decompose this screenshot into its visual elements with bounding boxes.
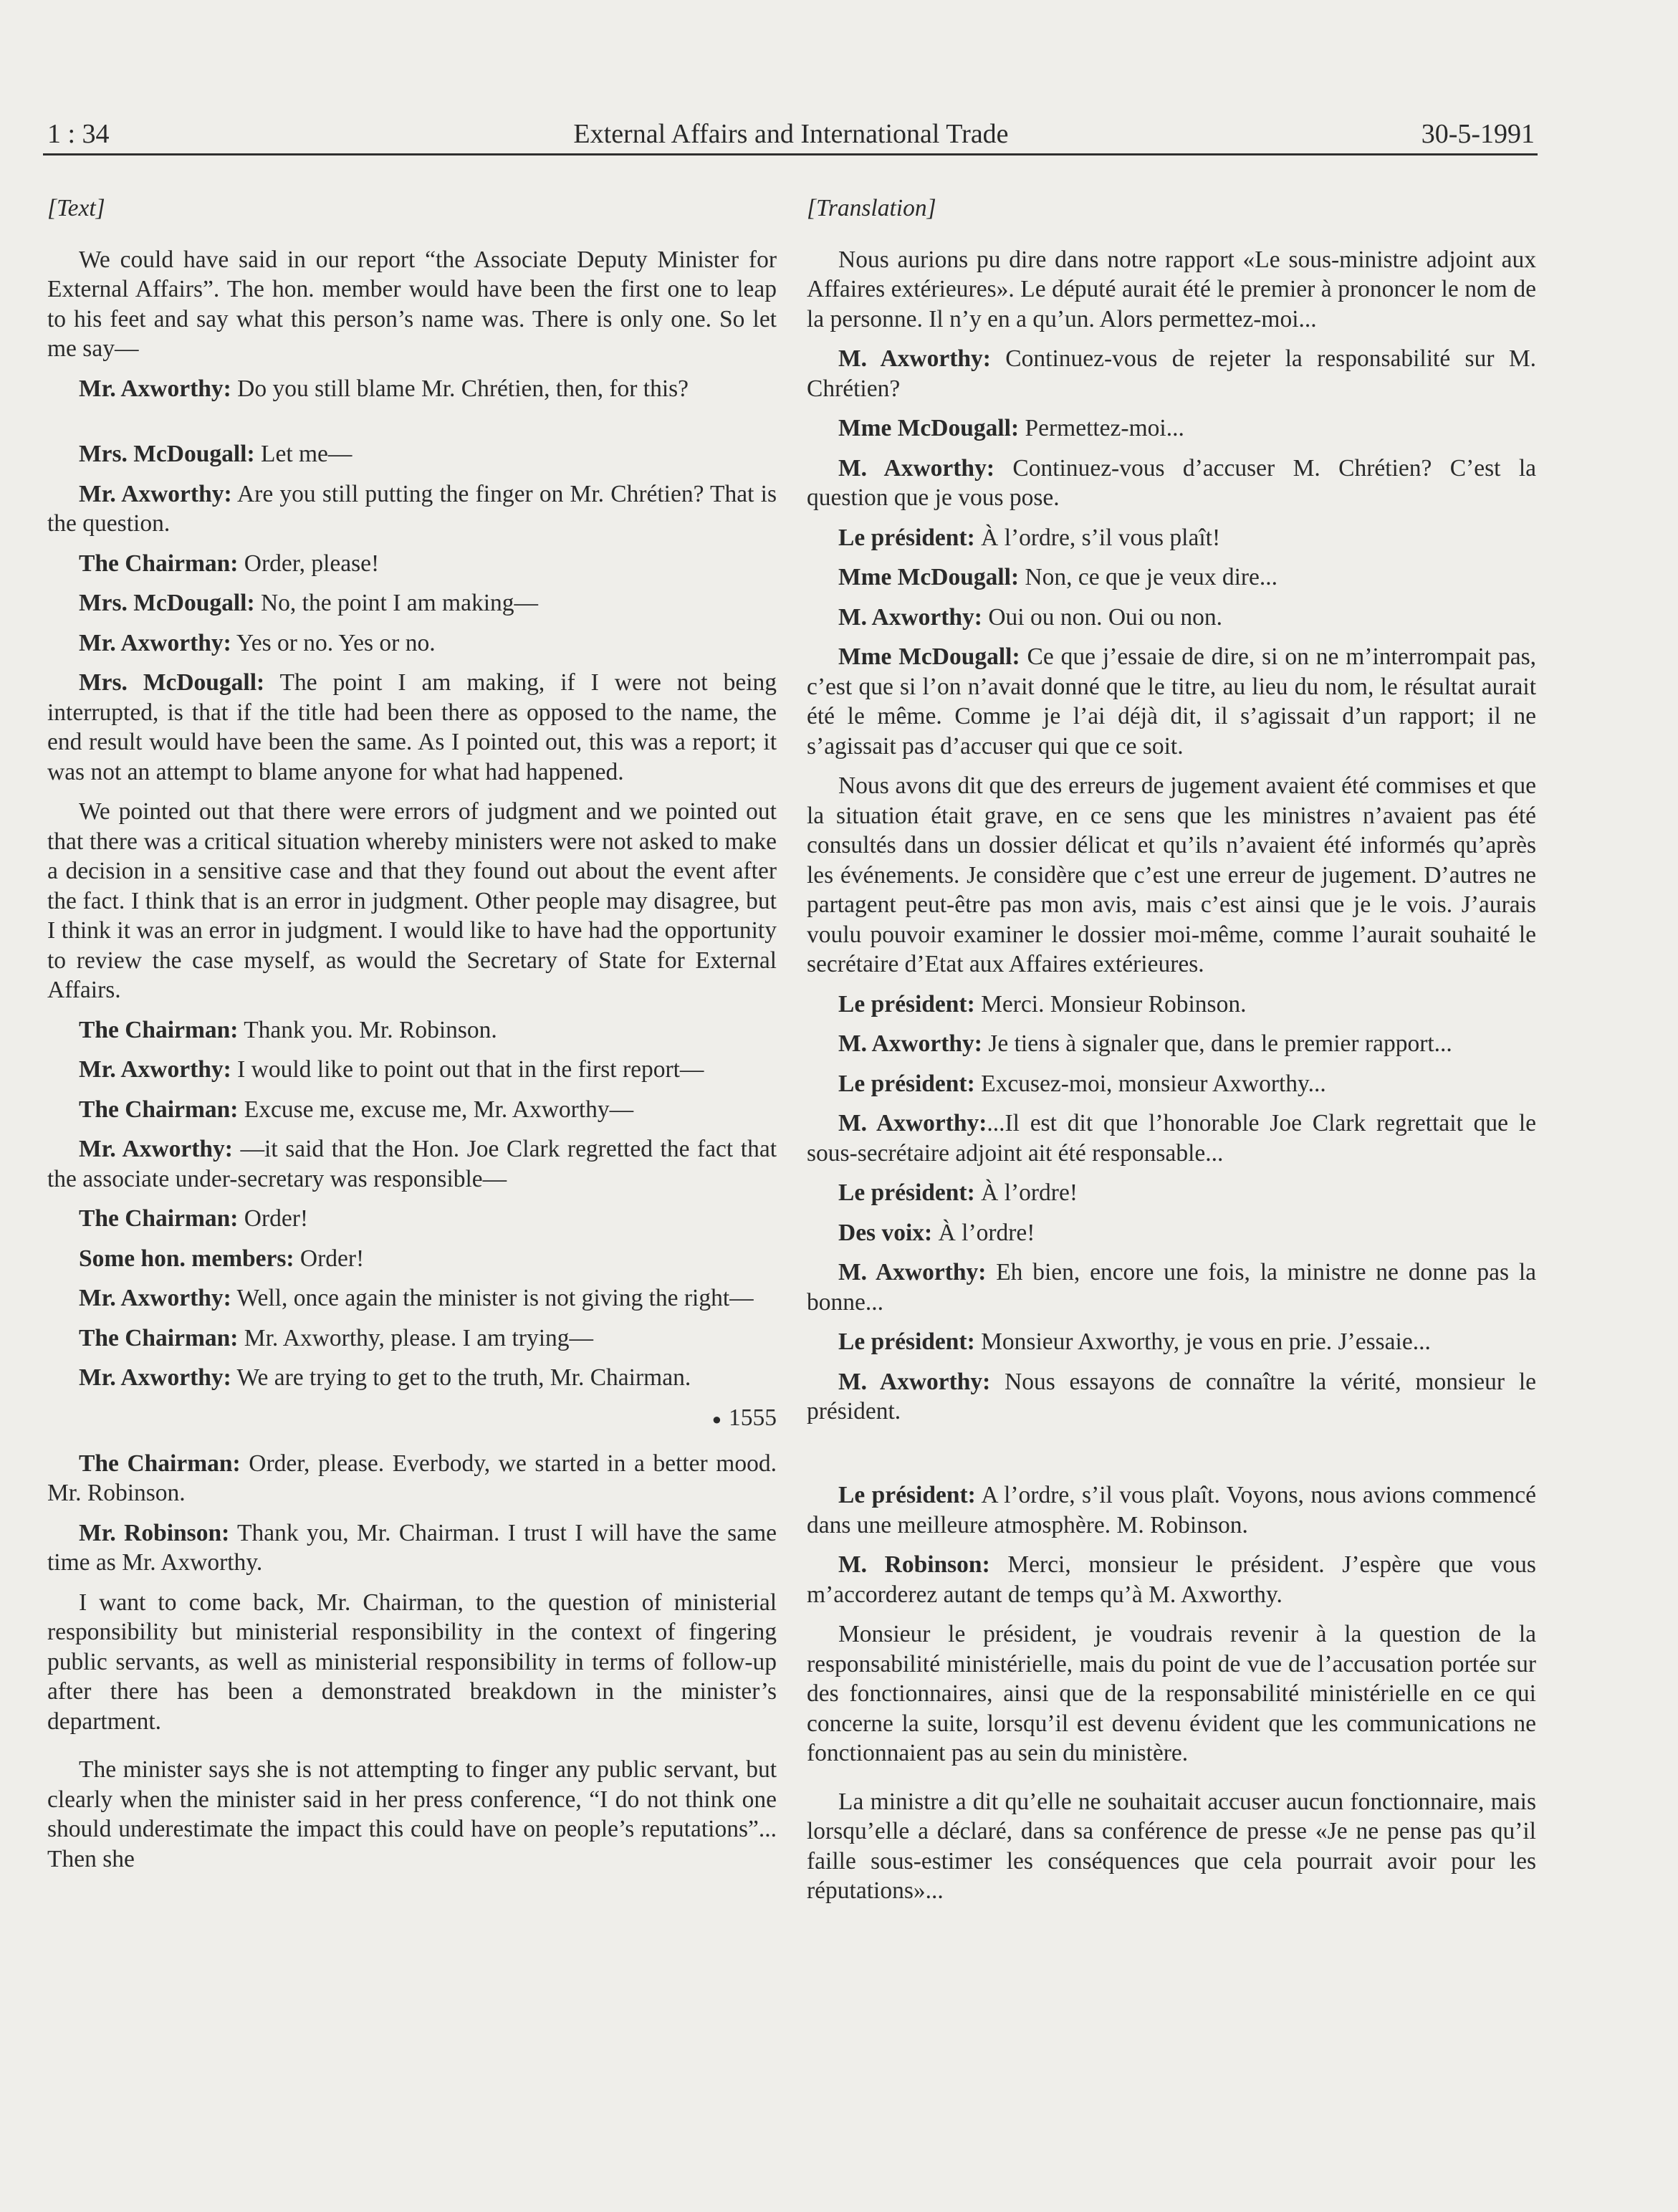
speech-paragraph [807, 1550, 1536, 1609]
speech-text: Thank you. Mr. Robinson. [238, 1016, 497, 1043]
speech-paragraph [47, 549, 777, 579]
speech-paragraph [807, 1029, 1536, 1059]
text-paragraph [47, 797, 777, 1005]
header-title: External Affairs and International Trade [573, 119, 1009, 149]
speaker-name: Le président: [838, 990, 975, 1018]
speech-paragraph [47, 1363, 777, 1393]
speech-text: Monsieur le président, je voudrais revenir à la question de la responsabilité ministérielle, mais du point de vue de l’accusation portée sur des fonctionnaires, ainsi que de la responsabilité ministérielle en ce qui concerne la suite, lorsqu’il est devenu évident que les communications ne fonctionnaient pas au sein du ministère. [807, 1621, 1536, 1766]
speaker-name: Some hon. members: [79, 1245, 294, 1272]
speech-paragraph [807, 1480, 1536, 1540]
header-rule [43, 153, 1538, 155]
speech-text: Je tiens à signaler que, dans le premier rapport... [982, 1030, 1452, 1057]
speech-text: Well, once again the minister is not giving the right— [231, 1285, 754, 1311]
speaker-name: M. Robinson: [838, 1551, 990, 1578]
speaker-name: Mr. Robinson: [79, 1519, 230, 1546]
speaker-name: Le président: [838, 1328, 975, 1355]
speech-text: —it said that the Hon. Joe Clark regretted the fact that the associate under-secretary was responsible— [47, 1136, 777, 1192]
speaker-name: Le président: [838, 1070, 975, 1097]
speech-paragraph [47, 1015, 777, 1045]
speech-text: La ministre a dit qu’elle ne souhaitait accuser aucun fonctionnaire, mais lorsqu’elle a déclaré, dans sa conférence de presse «Je ne pense pas qu’il faille sous-estimer les conséquences que cela pourrait avoir pour les réputations»... [807, 1788, 1536, 1904]
speaker-name: Le président: [838, 524, 975, 551]
speaker-name: M. Axworthy: [838, 454, 994, 482]
speech-text: Mr. Axworthy, please. I am trying— [238, 1324, 594, 1351]
speech-text: Nous essayons de connaître la vérité, monsieur le président. [807, 1368, 1536, 1425]
speech-paragraph [807, 413, 1536, 444]
speech-text: ...Il est dit que l’honorable Joe Clark regrettait que le sous-secrétaire adjoint ait été responsable... [807, 1110, 1536, 1167]
speech-text: Non, ce que je veux dire... [1019, 564, 1278, 590]
speech-paragraph [47, 1323, 777, 1354]
speech-text: Merci, monsieur le président. J’espère que vous m’accorderez autant de temps qu’à M. Axworthy. [807, 1551, 1536, 1608]
translation-tag: [Translation] [807, 195, 936, 221]
speech-text: Eh bien, encore une fois, la ministre ne donne pas la bonne... [807, 1259, 1537, 1316]
speech-text: Permettez-moi... [1019, 415, 1184, 441]
speaker-name: Mme McDougall: [838, 564, 1020, 590]
text-paragraph [47, 1755, 777, 1874]
speech-text: Continuez-vous d’accuser M. Chrétien? C’est la question que je vous pose. [807, 454, 1536, 511]
french-paragraphs [807, 245, 1536, 1427]
english-paragraphs [47, 245, 777, 1393]
speaker-name: M. Axworthy: [838, 1110, 987, 1136]
speech-text: Oui ou non. Oui ou non. [982, 603, 1222, 631]
speech-paragraph [47, 1055, 777, 1085]
speech-text: Order, please. Everbody, we started in a better mood. Mr. Robinson. [47, 1450, 777, 1507]
french-column [807, 193, 1536, 1916]
time-stamp [47, 1403, 777, 1435]
speech-text: À l’ordre! [974, 1179, 1078, 1206]
speech-text: The point I am making, if I were not being interrupted, is that if the title had been there as opposed to the name, the end result would have been the same. As I pointed out, this was a report; it was not an attempt to blame anyone for what had happened. [47, 669, 777, 785]
speaker-name: Mr. Axworthy: [79, 480, 232, 507]
speech-paragraph [807, 1327, 1536, 1357]
english-paragraphs-after [47, 1449, 777, 1875]
speaker-name: Mr. Axworthy: [79, 1285, 231, 1311]
header-date: 30-5-1991 [1421, 119, 1535, 149]
speech-text: We pointed out that there were errors of judgment and we pointed out that there was a critical situation whereby ministers were not asked to make a decision in a sensitive case and that they found out about the event after the fact. I think that is an error in judgment. Other people may disagree, but I think it was an error in judgment. I would like to have had the opportunity to review the case myself, as would the Secretary of State for External Affairs. [47, 798, 777, 1003]
english-column [47, 193, 777, 1884]
speaker-name: Mme McDougall: [838, 415, 1020, 441]
speaker-name: Le président: [838, 1179, 975, 1206]
speaker-name: Mr. Axworthy: [79, 1136, 233, 1162]
speech-paragraph [47, 1134, 777, 1194]
speaker-name: The Chairman: [79, 1205, 239, 1232]
page-number: 1 : 34 [47, 119, 110, 149]
speech-paragraph [47, 374, 777, 404]
speech-text: Order, please! [238, 550, 380, 577]
speaker-name: The Chairman: [79, 1096, 239, 1123]
text-paragraph [807, 1787, 1536, 1906]
speech-text: Excusez-moi, monsieur Axworthy... [974, 1070, 1326, 1097]
speech-paragraph [807, 1218, 1536, 1248]
speaker-name: Mrs. McDougall: [79, 669, 265, 696]
speech-text: Order! [238, 1205, 309, 1232]
speech-paragraph [807, 1178, 1536, 1208]
speaker-name: Mr. Axworthy: [79, 1364, 231, 1391]
speech-paragraph [807, 454, 1536, 513]
speaker-name: Mrs. McDougall: [79, 441, 255, 467]
speech-paragraph [47, 439, 777, 469]
speaker-name: M. Axworthy: [838, 1259, 987, 1285]
speaker-name: The Chairman: [79, 1324, 239, 1351]
speech-paragraph [47, 1204, 777, 1234]
bullet-icon: ● [711, 1410, 721, 1429]
french-paragraphs-after [807, 1480, 1536, 1906]
speech-text: À l’ordre, s’il vous plaît! [974, 524, 1221, 551]
speech-paragraph [47, 1518, 777, 1578]
speech-paragraph [47, 628, 777, 659]
speech-paragraph [47, 1449, 777, 1508]
speech-text: We could have said in our report “the Associate Deputy Minister for External Affairs”. The hon. member would have been the first one to leap to his feet and say what this person’s name was. There is only one. So let me say— [47, 246, 777, 362]
speech-text: I would like to point out that in the first report— [231, 1056, 704, 1083]
speech-paragraph [807, 990, 1536, 1020]
time-stamp-value: 1555 [729, 1404, 777, 1431]
running-header [47, 113, 1535, 155]
text-tag: [Text] [47, 195, 105, 221]
speech-text: Nous avons dit que des erreurs de jugement avaient été commises et que la situation était grave, en ce sens que les ministres n’avaient pas été consultés dans un dossier délicat et qu’ils n’avaient été informés qu’après les événements. Je considère que c’est une erreur de jugement. D’autres ne partagent peut-être pas mon avis, mais c’est ainsi que je le vois. J’aurais voulu pouvoir examiner le dossier moi-même, comme l’aurait souhaité le secrétaire d’Etat aux Affaires extérieures. [807, 772, 1536, 977]
speech-paragraph [807, 344, 1536, 403]
speech-text: Yes or no. Yes or no. [231, 629, 436, 656]
speaker-name: Mrs. McDougall: [79, 590, 255, 616]
speaker-name: Le président: [838, 1482, 976, 1508]
speech-text: Excuse me, excuse me, Mr. Axworthy— [238, 1096, 634, 1123]
speech-text: À l’ordre! [932, 1219, 1035, 1246]
speech-paragraph [47, 1283, 777, 1313]
speech-text: Merci. Monsieur Robinson. [974, 990, 1247, 1018]
speech-text: We are trying to get to the truth, Mr. Chairman. [231, 1364, 691, 1391]
text-paragraph [47, 1588, 777, 1737]
speech-text: Ce que j’essaie de dire, si on ne m’interrompait pas, c’est que si l’on n’avait donné que le titre, au lieu du nom, le résultat aurait été le même. Comme je l’ai déjà dit, il s’agissait d’un rapport; il ne s’agissait pas d’accuser qui que ce soit. [807, 643, 1536, 760]
speaker-name: M. Axworthy: [838, 603, 982, 631]
speech-text: A l’ordre, s’il vous plaît. Voyons, nous avions commencé dans une meilleure atmosphère. M. Robinson. [807, 1482, 1536, 1538]
speech-paragraph [47, 1095, 777, 1125]
speech-text: Order! [294, 1245, 365, 1272]
speaker-name: Des voix: [838, 1219, 933, 1246]
speaker-name: Mme McDougall: [838, 643, 1020, 670]
speech-paragraph [47, 1244, 777, 1274]
speech-paragraph [47, 479, 777, 539]
speaker-name: M. Axworthy: [838, 1368, 991, 1395]
speech-text: Nous aurions pu dire dans notre rapport «Le sous-ministre adjoint aux Affaires extérieures». Le député aurait été le premier à prononcer le nom de la personne. Il n’y en a qu’un. Alors permettez-moi... [807, 246, 1536, 332]
text-paragraph [807, 245, 1536, 335]
speaker-name: Mr. Axworthy: [79, 375, 231, 402]
speaker-name: M. Axworthy: [838, 345, 991, 372]
text-paragraph [807, 771, 1536, 980]
speech-paragraph [807, 1367, 1536, 1427]
speech-paragraph [807, 1069, 1536, 1099]
speech-paragraph [47, 668, 777, 787]
speech-text: I want to come back, Mr. Chairman, to the question of ministerial responsibility but ministerial responsibility in the context of fingering public servants, as well as ministerial responsibility in terms of follow-up after there has been a demonstrated breakdown in the minister’s department. [47, 1589, 777, 1735]
speaker-name: M. Axworthy: [838, 1030, 982, 1057]
speaker-name: The Chairman: [79, 1016, 239, 1043]
speech-paragraph [807, 642, 1536, 761]
speech-paragraph [807, 523, 1536, 553]
speech-text: Continuez-vous de rejeter la responsabilité sur M. Chrétien? [807, 345, 1537, 402]
speech-text: No, the point I am making— [254, 590, 539, 616]
speech-text: Do you still blame Mr. Chrétien, then, for this? [231, 375, 689, 402]
speaker-name: Mr. Axworthy: [79, 629, 231, 656]
speech-text: The minister says she is not attempting to finger any public servant, but clearly when the minister said in her press conference, “I do not think one should underestimate the impact this could have on people’s reputations”... Then she [47, 1756, 777, 1872]
speaker-name: Mr. Axworthy: [79, 1056, 231, 1083]
speech-text: Let me— [254, 441, 353, 467]
speech-text: Are you still putting the finger on Mr. Chrétien? That is the question. [47, 480, 777, 537]
speech-text: Thank you, Mr. Chairman. I trust I will have the same time as Mr. Axworthy. [47, 1519, 777, 1576]
speech-paragraph [47, 588, 777, 618]
speech-paragraph [807, 603, 1536, 633]
text-paragraph [807, 1619, 1536, 1768]
speech-paragraph [807, 1258, 1536, 1317]
speech-paragraph [807, 562, 1536, 593]
speech-text: Monsieur Axworthy, je vous en prie. J’essaie... [974, 1328, 1431, 1355]
speech-paragraph [807, 1109, 1536, 1168]
speaker-name: The Chairman: [79, 1450, 241, 1477]
text-paragraph [47, 245, 777, 364]
speaker-name: The Chairman: [79, 550, 239, 577]
